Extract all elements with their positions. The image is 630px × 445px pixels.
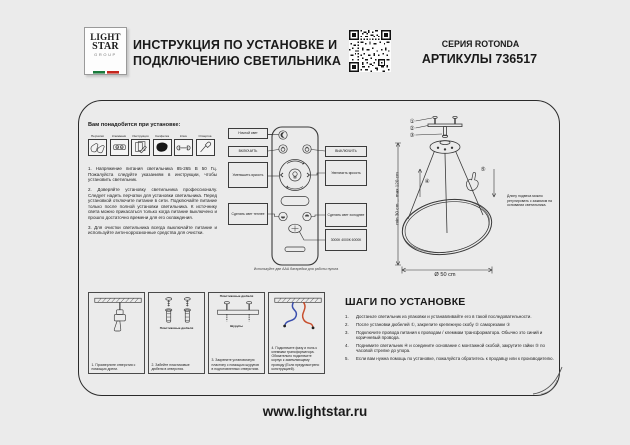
mount-step-panel-4 (268, 292, 325, 374)
note-3: 3. Для очистки светильника всегда выключайте питание и используйте анти-коррозионные средства для очистки. (88, 224, 217, 235)
dowels-top-label: Пластиковые дюбеля (219, 294, 254, 298)
page-title (133, 37, 341, 69)
brighten-arrow-icon (307, 173, 309, 177)
brightness-dial (280, 160, 311, 191)
tool-wrench: Ключ (174, 134, 193, 156)
callout-colder-light: Сделать свет холоднее (325, 203, 367, 227)
off-button (303, 145, 311, 153)
lower-arrow (492, 169, 496, 197)
logo-word-light: LIGHT (90, 32, 121, 42)
cycle-up-arrow-icon (287, 161, 303, 164)
step-item-2: После установки дюбелей ①, закрепите крепежную скобу ② саморезами ③ (356, 321, 511, 327)
tool-terminal-block: Клеммник (110, 134, 129, 156)
hand-adjuster (466, 166, 485, 191)
articles-label: АРТИКУЛЫ 736517 (421, 52, 538, 66)
on-button (279, 145, 287, 153)
red-wire-tip (311, 326, 314, 329)
dowels-icon (152, 295, 204, 327)
mount-step-panel-1 (88, 292, 145, 374)
screws-label: Шурупы (230, 323, 243, 328)
mount-step-4-caption: 4. Подключите фазу и ноль к клеммам трансформатора. Обязательно подключите корпус к заземляющему проводу (Если предусмотрено конструкцией). (271, 345, 320, 371)
power-off-icon (305, 147, 309, 152)
night-light-button (279, 131, 287, 139)
qr-code (349, 30, 391, 72)
bulb-icon (293, 172, 297, 178)
marker-2: ② (409, 126, 415, 132)
callout-decrease-brightness: Уменьшить яркость (228, 162, 268, 188)
marker-1: ① (409, 119, 415, 125)
height-adjust-marker (418, 169, 429, 197)
callout-turn-off: ВЫКЛЮЧИТЬ (325, 146, 367, 157)
cct-cycle-icon (292, 226, 299, 232)
lightstar-logo (84, 27, 127, 75)
instruction-icon (132, 140, 149, 154)
terminal-block-icon (111, 140, 128, 154)
safety-notes (88, 166, 217, 240)
tool-gloves: Перчатки (88, 134, 107, 156)
steps-heading: ШАГИ ПО УСТАНОВКЕ (345, 296, 466, 308)
cold-icon (305, 215, 309, 217)
callout-warmer-light: Сделать свет теплее (228, 203, 268, 225)
mount-step-3-caption: 3. Закрепите установочную пластину с помощью шурупов в подготовленных отверстиях. (211, 358, 260, 371)
marker-3: ③ (409, 133, 415, 139)
warm-icon (281, 217, 285, 219)
power-on-icon (281, 147, 285, 152)
logo-word-group: GROUP (94, 52, 117, 57)
suspension-length-note: Длину подвеса можно регулировать с зажимом на основании светильника. (507, 194, 553, 207)
step-item-4: Поднимите светильник ④ и соедините основание с монтажной скобой, закрутите гайки ⑤ по часовой стрелке до упора. (356, 342, 545, 353)
callout-night-light: Ночной свет (228, 128, 268, 139)
red-wire (302, 302, 312, 327)
marker-5: ⑤ (480, 167, 486, 173)
diameter-dimension-label: Ø 50 cm (434, 271, 456, 278)
logo-bars-icon (92, 71, 120, 74)
hand-icon (466, 172, 478, 190)
height-dimension-label: min 30 cm ... max 120 cm (394, 172, 400, 225)
marker-4: ④ (424, 179, 430, 185)
tool-napkin: Салфетка (153, 134, 172, 156)
tool-instruction: Инструкция (131, 134, 150, 156)
callout-color-temperatures: 3000К 4000К 6000К (325, 229, 367, 251)
napkin-icon (154, 140, 171, 154)
gloves-icon (89, 140, 106, 154)
step-item-5: Если вам нужна помощь по установке, пожалуйста обратитесь к продавцу или к производителю. (356, 355, 554, 361)
mount-step-2-caption: 2. Забейте пластиковые дюбеля в отверстия. (151, 362, 190, 371)
mount-step-panel-3 (208, 292, 265, 374)
drill-ceiling-icon (92, 295, 144, 333)
note-2: 2. Доверяйте установку светильника профессионалу. Следует надеть перчатки для установки светильника. Перед установкой отключите питание в сети. Подключайте питание только после полной установки светильника. К источнику света можно прикасаться только когда питание выключено и прошло достаточно времени для его охлаждения. (88, 187, 217, 220)
mounting-plate-icon (212, 299, 264, 325)
blue-wire (285, 302, 296, 325)
wrench-icon (175, 140, 192, 154)
website-url: www.lightstar.ru (262, 404, 368, 419)
wiring-icon (272, 295, 324, 331)
bulb-button (289, 169, 301, 181)
tools-heading: Вам понадобится при установке: (88, 122, 181, 128)
suspension-cables (408, 151, 486, 233)
screwdriver-icon (197, 140, 214, 154)
steps-list (345, 314, 557, 363)
series-label: СЕРИЯ ROTONDA (441, 39, 520, 49)
page-curl-decoration (531, 363, 565, 397)
title-line-1: ИНСТРУКЦИЯ ПО УСТАНОВКЕ И (133, 38, 338, 52)
note-1: 1. Напряжение питания светильника 85-265 В 50 Гц. Пожалуйста следуйте указаниям в инструкции, чтобы установить светильник. (88, 166, 217, 182)
moon-icon (281, 132, 285, 137)
title-line-2: ПОДКЛЮЧЕНИЮ СВЕТИЛЬНИКА (133, 54, 342, 68)
logo-color-bars (85, 61, 126, 79)
callout-increase-brightness: Увеличить яркость (325, 160, 367, 186)
pendant-lamp-diagram (390, 105, 520, 277)
logo-word-star: STAR (92, 41, 119, 52)
cycle-down-arrow-icon (287, 187, 303, 190)
mount-step-1-caption: 1. Просверлите отверстия с помощью дрели. (91, 362, 136, 371)
step-item-3: Подключите провода питания к проводам / клеммам трансформатора. Обычно это синий и коричневый провода. (356, 329, 543, 340)
tool-screwdriver: Отвертка (196, 134, 215, 156)
step-item-1: Достаньте светильник из упаковки и устанавливайте его в такой последовательности. (356, 314, 532, 319)
callout-turn-on: ВКЛЮЧИТЬ (228, 146, 268, 157)
remote-battery-caption: Используйте две ААА батарейки для работы пульта (253, 267, 339, 271)
bracket-callout-markers (409, 118, 442, 139)
battery-slot (285, 247, 305, 252)
display-slot (281, 197, 309, 206)
tools-row (88, 134, 218, 156)
mount-step-panel-2 (148, 292, 205, 374)
dowels-label: Пластиковые дюбеля (159, 326, 194, 330)
dim-arrow-icon (281, 173, 283, 177)
blue-wire-tip (283, 325, 286, 328)
